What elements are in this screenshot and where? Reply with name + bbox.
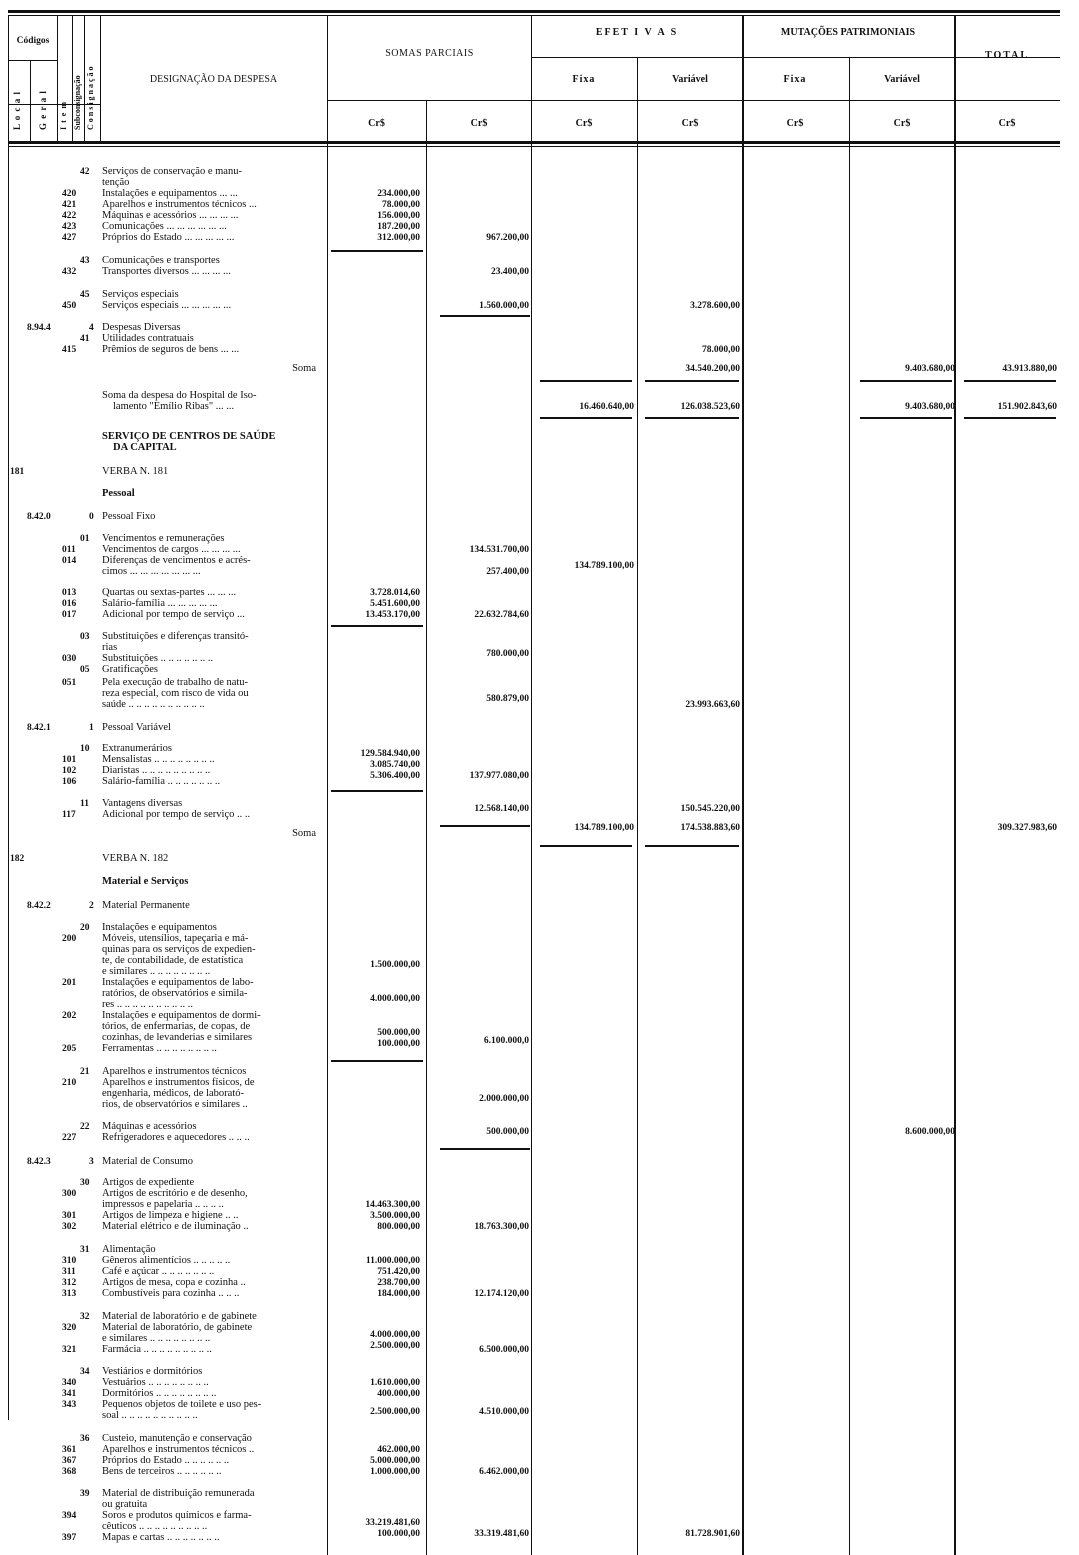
row-code: 030 [62,654,77,664]
row-description: Artigos de mesa, copa e cozinha .. [102,1277,246,1288]
header-codigos: Códigos [16,36,50,46]
row-description: Dormitórios .. .. .. .. .. .. .. .. [102,1388,217,1399]
row-local-code: 8.42.2 [27,901,51,911]
row-description: te, de contabilidade, de estatística [102,955,244,966]
row-code: 415 [62,345,77,355]
row-description: Ferramentas .. .. .. .. .. .. .. .. [102,1043,217,1054]
row-code: 4 [89,323,94,333]
row-code: 321 [62,1345,77,1355]
efetivas-variavel-value: 34.540.200,00 [685,364,740,374]
partial-sum-2: 580.879,00 [486,694,529,704]
row-description: Aparelhos e instrumentos técnicos [102,1066,247,1077]
row-code: 10 [80,744,90,754]
efetivas-variavel-value: 81.728.901,60 [685,1529,740,1539]
partial-sum-1: 312.000,00 [377,233,420,243]
row-description: Material de distribuição remunerada [102,1488,255,1499]
row-description: Salário-família .. .. .. .. .. .. .. [102,776,221,787]
partial-sum-1: 3.085.740,00 [370,760,420,770]
currency-fixa: Cr$ [575,118,593,129]
partial-sum-2: 4.510.000,00 [479,1407,529,1417]
partial-sum-1: 3.500.000,00 [370,1211,420,1221]
partial-sum-2: 967.200,00 [486,233,529,243]
row-code: 31 [80,1245,90,1255]
row-code: 205 [62,1044,77,1054]
efetivas-fixa-value: 134.789.100,00 [574,823,634,833]
header-fixa-mut: Fixa [783,74,807,85]
partial-sum-1: 2.500.000,00 [370,1341,420,1351]
row-description: impressos e papelaria .. .. .. .. [102,1199,224,1210]
row-local-code: 8.42.1 [27,723,51,733]
row-description: saúde .. .. .. .. .. .. .. .. .. .. [102,699,205,710]
row-code: 36 [80,1434,90,1444]
row-description: Aparelhos e instrumentos técnicos .. [102,1444,255,1455]
row-code: 361 [62,1445,77,1455]
row-code: 106 [62,777,77,787]
row-local-code: 182 [10,854,25,864]
partial-sum-2: 257.400,00 [486,567,529,577]
row-code: 368 [62,1467,77,1477]
row-code: 05 [80,665,90,675]
row-description: tenção [102,177,130,188]
row-code: 311 [62,1267,76,1277]
row-description: Substituições e diferenças transitó- [102,631,249,642]
total-value: 43.913.880,00 [1002,364,1057,374]
row-code: 422 [62,211,77,221]
row-description: Aparelhos e instrumentos físicos, de [102,1077,255,1088]
currency-total: Cr$ [998,118,1016,129]
row-description: Pessoal [102,488,135,499]
row-code: 394 [62,1511,77,1521]
row-description: SERVIÇO DE CENTROS DE SAÚDE [102,431,276,442]
partial-sum-1: 1.500.000,00 [370,960,420,970]
partial-sum-1: 4.000.000,00 [370,994,420,1004]
row-description: Vestiários e dormitórios [102,1366,203,1377]
currency-variavel-mut: Cr$ [893,118,911,129]
partial-sum-1: 100.000,00 [377,1039,420,1049]
partial-sum-1: 238.700,00 [377,1278,420,1288]
row-description: Móveis, utensílios, tapeçaria e má- [102,933,249,944]
row-description: cêuticos .. .. .. .. .. .. .. .. .. [102,1521,208,1532]
row-description: Bens de terceiros .. .. .. .. .. .. [102,1466,222,1477]
row-description: Prêmios de seguros de bens ... ... [102,344,240,355]
row-description: Mapas e cartas .. .. .. .. .. .. .. [102,1532,220,1543]
row-description: Artigos de limpeza e higiene .. .. [102,1210,239,1221]
row-description: Refrigeradores e aquecedores .. .. .. [102,1132,250,1143]
row-description: Mensalistas .. .. .. .. .. .. .. .. [102,754,215,765]
row-code: 2 [89,901,94,911]
row-code: 421 [62,200,77,210]
row-code: 202 [62,1011,77,1021]
row-description: Salário-família ... ... ... ... ... [102,598,218,609]
total-value: 151.902.843,60 [997,402,1057,412]
partial-sum-2: 6.100.000,0 [483,1036,529,1046]
header-geral: G e r a l [38,90,48,130]
row-soma-label: Soma [292,363,316,374]
header-total: TOTAL [984,50,1030,61]
row-code: 200 [62,934,77,944]
partial-sum-1: 751.420,00 [377,1267,420,1277]
total-value: 309.327.983,60 [997,823,1057,833]
row-code: 320 [62,1323,77,1333]
row-description: Diferenças de vencimentos e acrés- [102,555,251,566]
partial-sum-2: 33.319.481,60 [474,1529,529,1539]
row-description: Serviços de conservação e manu- [102,166,242,177]
row-description: ratórios, de observatórios e simila- [102,988,248,999]
row-code: 340 [62,1378,77,1388]
partial-sum-1: 3.728.014,60 [370,588,420,598]
row-description: ou gratuita [102,1499,148,1510]
header-item: I t e m [59,101,68,130]
row-description: VERBA N. 182 [102,853,169,864]
row-description: Pessoal Fixo [102,511,156,522]
partial-sum-2: 137.977.080,00 [469,771,529,781]
partial-sum-1: 1.610.000,00 [370,1378,420,1388]
partial-sum-2: 18.763.300,00 [474,1222,529,1232]
row-description: Material de laboratório, de gabinete [102,1322,253,1333]
row-code: 102 [62,766,77,776]
row-code: 420 [62,189,77,199]
row-code: 427 [62,233,77,243]
row-description: Adicional por tempo de serviço ... [102,609,245,620]
row-code: 301 [62,1211,77,1221]
row-description: rios, de observatórios e similares .. [102,1099,248,1110]
row-code: 39 [80,1489,90,1499]
row-description: Serviços especiais ... ... ... ... ... [102,300,232,311]
partial-sum-1: 1.000.000,00 [370,1467,420,1477]
row-local-code: 181 [10,467,25,477]
row-code: 343 [62,1400,77,1410]
partial-sum-1: 33.219.481,60 [365,1518,420,1528]
partial-sum-2: 12.174.120,00 [474,1289,529,1299]
row-code: 0 [89,512,94,522]
currency-fixa-mut: Cr$ [786,118,804,129]
efetivas-variavel-value: 3.278.600,00 [690,301,740,311]
partial-sum-1: 187.200,00 [377,222,420,232]
row-description: Próprios do Estado .. .. .. .. .. .. [102,1455,230,1466]
row-code: 210 [62,1078,77,1088]
row-description: Vestuários .. .. .. .. .. .. .. .. [102,1377,209,1388]
row-soma-label: Soma [292,828,316,839]
row-code: 432 [62,267,77,277]
row-code: 201 [62,978,77,988]
row-description: rias [102,642,118,653]
row-description: Transportes diversos ... ... ... ... [102,266,231,277]
row-code: 051 [62,678,77,688]
partial-sum-2: 12.568.140,00 [474,804,529,814]
partial-sum-1: 462.000,00 [377,1445,420,1455]
row-description: Custeio, manutenção e conservação [102,1433,252,1444]
efetivas-variavel-value: 150.545.220,00 [680,804,740,814]
row-code: 101 [62,755,77,765]
partial-sum-1: 5.000.000,00 [370,1456,420,1466]
row-description: Soros e produtos químicos e farma- [102,1510,252,1521]
row-code: 302 [62,1222,77,1232]
partial-sum-1: 5.451.600,00 [370,599,420,609]
partial-sum-1: 184.000,00 [377,1289,420,1299]
row-description: Adicional por tempo de serviço .. .. [102,809,251,820]
row-local-code: 8.42.0 [27,512,51,522]
row-description: Comunicações e transportes [102,255,220,266]
row-description: Substituições .. .. .. .. .. .. .. [102,653,214,664]
row-description: Instalações e equipamentos [102,922,217,933]
mutacoes-variavel-value: 8.600.000,00 [905,1127,955,1137]
partial-sum-1: 13.453.170,00 [365,610,420,620]
partial-sum-2: 134.531.700,00 [469,545,529,555]
header-subconsignacao: Subconsignação [73,75,82,130]
partial-sum-1: 234.000,00 [377,189,420,199]
mutacoes-variavel-value: 9.403.680,00 [905,364,955,374]
row-description: Material elétrico e de iluminação .. [102,1221,249,1232]
row-description: Material Permanente [102,900,190,911]
header-local: L o c a l [12,90,22,130]
partial-sum-2: 780.000,00 [486,649,529,659]
row-code: 011 [62,545,76,555]
row-description: soal .. .. .. .. .. .. .. .. .. .. [102,1410,198,1421]
header-consignacao: C o n s i g n a ç ã o [86,66,95,130]
partial-sum-2: 6.462.000,00 [479,1467,529,1477]
row-description: cimos ... ... ... ... ... ... ... [102,566,201,577]
row-code: 313 [62,1289,77,1299]
row-code: 016 [62,599,77,609]
partial-sum-1: 78.000,00 [382,200,420,210]
row-description: Diaristas .. .. .. .. .. .. .. .. .. [102,765,211,776]
row-description: Artigos de expediente [102,1177,195,1188]
row-description: Despesas Diversas [102,322,181,333]
row-description: Vencimentos e remunerações [102,533,225,544]
header-fixa: Fixa [572,74,596,85]
efetivas-variavel-value: 174.538.883,60 [680,823,740,833]
row-code: 21 [80,1067,90,1077]
row-description: Pessoal Variável [102,722,171,733]
row-description: Instalações e equipamentos ... ... [102,188,238,199]
row-code: 341 [62,1389,77,1399]
efetivas-variavel-value: 126.038.523,60 [680,402,740,412]
partial-sum-1: 400.000,00 [377,1389,420,1399]
row-code: 017 [62,610,77,620]
row-description: Soma da despesa do Hospital de Iso- [102,390,257,401]
row-local-code: 8.94.4 [27,323,51,333]
partial-sum-1: 4.000.000,00 [370,1330,420,1340]
row-description: Extranumerários [102,743,172,754]
row-description: Gêneros alimentícios .. .. .. .. .. [102,1255,231,1266]
row-description: engenharia, médicos, de laborató- [102,1088,244,1099]
partial-sum-1: 800.000,00 [377,1222,420,1232]
currency-somas-1: Cr$ [368,118,385,129]
row-code: 450 [62,301,77,311]
row-code: 397 [62,1533,77,1543]
row-description: Máquinas e acessórios [102,1121,197,1132]
row-description: Serviços especiais [102,289,179,300]
row-code: 03 [80,632,90,642]
row-description: Aparelhos e instrumentos técnicos ... [102,199,257,210]
row-code: 3 [89,1157,94,1167]
header-variavel: Variável [672,74,708,85]
row-code: 41 [80,334,90,344]
row-code: 300 [62,1189,77,1199]
row-code: 014 [62,556,77,566]
mutacoes-variavel-value: 9.403.680,00 [905,402,955,412]
row-code: 117 [62,810,76,820]
row-code: 227 [62,1133,77,1143]
row-code: 367 [62,1456,77,1466]
row-description: res .. .. .. .. .. .. .. .. .. .. [102,999,193,1010]
row-description: Alimentação [102,1244,156,1255]
row-local-code: 8.42.3 [27,1157,51,1167]
currency-somas-2: Cr$ [470,118,488,129]
row-code: 42 [80,167,90,177]
partial-sum-1: 129.584.940,00 [360,749,420,759]
efetivas-variavel-value: 23.993.663,60 [685,700,740,710]
row-code: 312 [62,1278,77,1288]
header-variavel-mut: Variável [884,74,920,85]
partial-sum-1: 11.000.000,00 [365,1256,420,1266]
partial-sum-2: 22.632.784,60 [474,610,529,620]
row-description: e similares .. .. .. .. .. .. .. .. [102,1333,211,1344]
row-code: 310 [62,1256,77,1266]
row-description: Quartas ou sextas-partes ... ... ... [102,587,237,598]
header-mutacoes: MUTAÇÕES PATRIMONIAIS [780,27,916,38]
row-description: Utilidades contratuais [102,333,194,344]
row-description: Vantagens diversas [102,798,183,809]
row-description: Material de laboratório e de gabinete [102,1311,257,1322]
row-description: Combustíveis para cozinha .. .. .. [102,1288,240,1299]
row-code: 34 [80,1367,90,1377]
row-code: 32 [80,1312,90,1322]
row-description: Material de Consumo [102,1156,193,1167]
row-description: quinas para os serviços de expedien- [102,944,256,955]
row-code: 423 [62,222,77,232]
currency-variavel: Cr$ [681,118,699,129]
partial-sum-1: 14.463.300,00 [365,1200,420,1210]
row-description: Pequenos objetos de toilete e uso pes- [102,1399,262,1410]
row-description: Pela execução de trabalho de natu- [102,677,249,688]
row-description: Café e açúcar .. .. .. .. .. .. .. [102,1266,215,1277]
row-description: e similares .. .. .. .. .. .. .. .. [102,966,211,977]
row-code: 45 [80,290,90,300]
row-description: Máquinas e acessórios ... ... ... ... [102,210,239,221]
row-code: 20 [80,923,90,933]
header-efetivas: EFET I V A S [595,27,679,38]
row-code: 43 [80,256,90,266]
efetivas-variavel-value: 78.000,00 [702,345,740,355]
partial-sum-1: 100.000,00 [377,1529,420,1539]
row-code: 01 [80,534,90,544]
row-description: Comunicações ... ... ... ... ... ... [102,221,227,232]
row-code: 22 [80,1122,90,1132]
row-code: 1 [89,723,94,733]
row-description: Instalações e equipamentos de labo- [102,977,254,988]
row-description: VERBA N. 181 [102,466,169,477]
row-code: 30 [80,1178,90,1188]
partial-sum-1: 500.000,00 [377,1028,420,1038]
partial-sum-2: 500.000,00 [486,1127,529,1137]
efetivas-fixa-value: 16.460.640,00 [579,402,634,412]
row-description: Gratificações [102,664,158,675]
partial-sum-2: 1.560.000,00 [479,301,529,311]
row-description: Material e Serviços [102,876,189,887]
row-description: Próprios do Estado ... ... ... ... ... [102,232,235,243]
row-description: Farmácia .. .. .. .. .. .. .. .. .. [102,1344,212,1355]
partial-sum-2: 6.500.000,00 [479,1345,529,1355]
row-code: 013 [62,588,77,598]
row-description: cozinhas, de levanderias e similares [102,1032,253,1043]
row-code: 11 [80,799,89,809]
header-somas-parciais: SOMAS PARCIAIS [385,48,474,59]
row-description: Vencimentos de cargos ... ... ... ... [102,544,241,555]
row-description: Artigos de escritório e de desenho, [102,1188,248,1199]
partial-sum-1: 156.000,00 [377,211,420,221]
header-designacao: DESIGNAÇÃO DA DESPESA [149,74,278,85]
row-description: lamento "Emílio Ribas" ... ... [113,401,235,412]
row-description: tórios, de enfermarias, de copas, de [102,1021,251,1032]
row-description: reza especial, com risco de vida ou [102,688,249,699]
row-description: Instalações e equipamentos de dormi- [102,1010,261,1021]
partial-sum-2: 23.400,00 [491,267,529,277]
efetivas-fixa-value: 134.789.100,00 [574,561,634,571]
partial-sum-1: 5.306.400,00 [370,771,420,781]
partial-sum-2: 2.000.000,00 [479,1094,529,1104]
partial-sum-1: 2.500.000,00 [370,1407,420,1417]
row-description: DA CAPITAL [113,442,177,453]
